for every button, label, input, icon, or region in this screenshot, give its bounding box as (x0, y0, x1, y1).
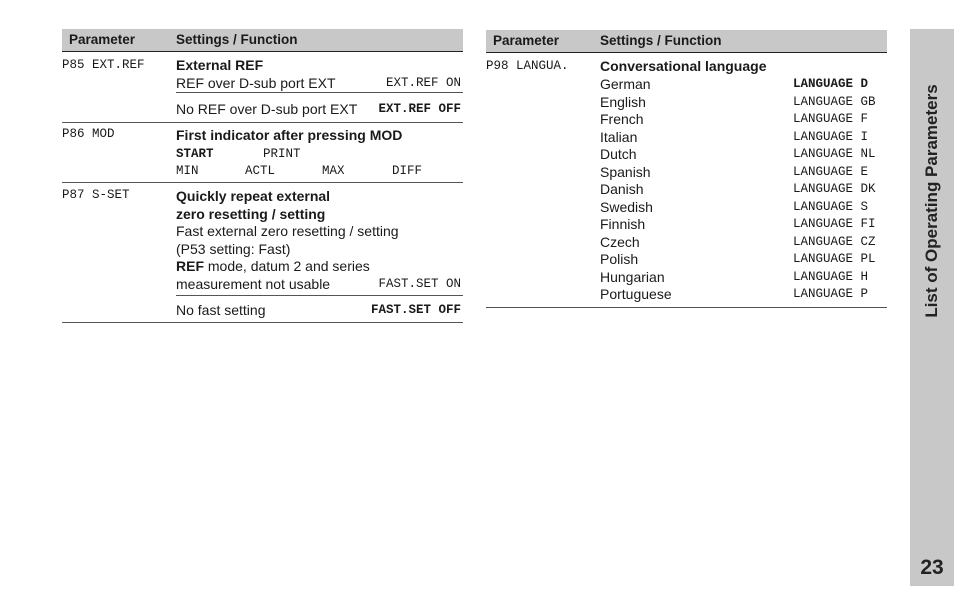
language-name: French (600, 111, 644, 127)
divider (176, 295, 463, 296)
option-desc-text: REF over D-sub port EXT (176, 75, 336, 91)
param-row-p85 (62, 52, 463, 123)
language-value: LANGUAGE FI (793, 217, 876, 231)
param-title: First indicator after pressing MOD (176, 127, 403, 143)
param-row-p86 (62, 123, 463, 183)
option-value: DIFF (392, 164, 423, 178)
desc-line: Fast external zero resetting / setting (176, 223, 399, 239)
param-code: P98 LANGUA. (486, 59, 569, 73)
language-value: LANGUAGE E (793, 164, 869, 179)
language-name: Danish (600, 181, 644, 197)
option-desc (176, 100, 463, 118)
option-line (176, 145, 463, 163)
language-row (600, 268, 887, 286)
language-row (600, 198, 887, 216)
language-value: LANGUAGE F (793, 112, 869, 126)
desc-text: mode, datum 2 and series (204, 258, 370, 274)
language-value: LANGUAGE H (793, 269, 869, 284)
language-row (600, 215, 887, 233)
option-desc-text: No REF over D-sub port EXT (176, 101, 358, 117)
language-value: LANGUAGE NL (793, 147, 876, 161)
option-value-default: FAST.SET OFF (370, 303, 461, 317)
language-row (600, 250, 887, 268)
language-row (600, 145, 887, 163)
language-name: English (600, 93, 646, 110)
desc-bold: REF (176, 258, 204, 274)
option-value: FAST.SET ON (378, 277, 461, 291)
header-parameter: Parameter (493, 33, 560, 48)
param-row-p98 (486, 53, 887, 308)
header-settings: Settings / Function (176, 32, 298, 47)
language-name: Swedish (600, 198, 653, 215)
option-value: MIN (176, 164, 199, 178)
param-title-line: zero resetting / setting (176, 205, 326, 222)
option-value: PRINT (263, 147, 301, 161)
language-name: Spanish (600, 163, 651, 180)
option-value: EXT.REF ON (385, 76, 461, 90)
language-value: LANGUAGE CZ (793, 234, 876, 249)
divider (176, 92, 463, 93)
language-value: LANGUAGE DK (793, 182, 876, 196)
language-row (600, 180, 887, 198)
option-value: ACTL (245, 164, 276, 178)
param-row-p87 (62, 183, 463, 323)
param-code: P85 EXT.REF (62, 58, 145, 72)
language-value: LANGUAGE PL (793, 252, 876, 266)
header-settings: Settings / Function (600, 33, 722, 48)
language-name: Italian (600, 128, 638, 145)
language-name: Hungarian (600, 268, 665, 285)
option-line (176, 162, 463, 180)
desc-line (176, 275, 463, 293)
option-value: MAX (322, 164, 345, 178)
left-table-header (62, 29, 463, 52)
param-code: P86 MOD (62, 127, 115, 141)
desc-line: (P53 setting: Fast) (176, 240, 291, 257)
language-name: Polish (600, 251, 639, 267)
left-parameter-table (62, 29, 463, 323)
language-row (600, 128, 887, 146)
chapter-sidebar (910, 29, 954, 586)
language-row (600, 110, 887, 128)
right-table-header (486, 30, 887, 53)
language-row (600, 233, 887, 251)
param-title: External REF (176, 57, 264, 73)
right-parameter-table (486, 30, 887, 308)
page-number: 23 (920, 556, 944, 579)
desc-text: measurement not usable (176, 276, 331, 292)
language-row (600, 75, 887, 93)
option-value-default: START (176, 147, 214, 161)
language-value: LANGUAGE GB (793, 94, 876, 109)
option-desc-text: No fast setting (176, 302, 266, 318)
language-row (600, 93, 887, 111)
language-value-default: LANGUAGE D (793, 77, 869, 91)
language-name: Portuguese (600, 286, 672, 302)
param-title: Conversational language (600, 58, 767, 74)
language-value: LANGUAGE I (793, 129, 869, 144)
param-code: P87 S-SET (62, 188, 130, 202)
language-name: Finnish (600, 216, 646, 232)
option-desc (176, 301, 463, 319)
desc-line (176, 257, 463, 275)
language-row (600, 163, 887, 181)
chapter-title: List of Operating Parameters (922, 84, 941, 318)
header-parameter: Parameter (69, 32, 136, 47)
language-row (600, 285, 887, 303)
option-value-default: EXT.REF OFF (378, 102, 461, 116)
language-value: LANGUAGE S (793, 199, 869, 214)
option-desc (176, 74, 463, 92)
language-name: Dutch (600, 146, 637, 162)
language-name: German (600, 76, 651, 92)
param-title-line: Quickly repeat external (176, 188, 331, 204)
language-name: Czech (600, 233, 640, 250)
language-value: LANGUAGE P (793, 287, 869, 301)
